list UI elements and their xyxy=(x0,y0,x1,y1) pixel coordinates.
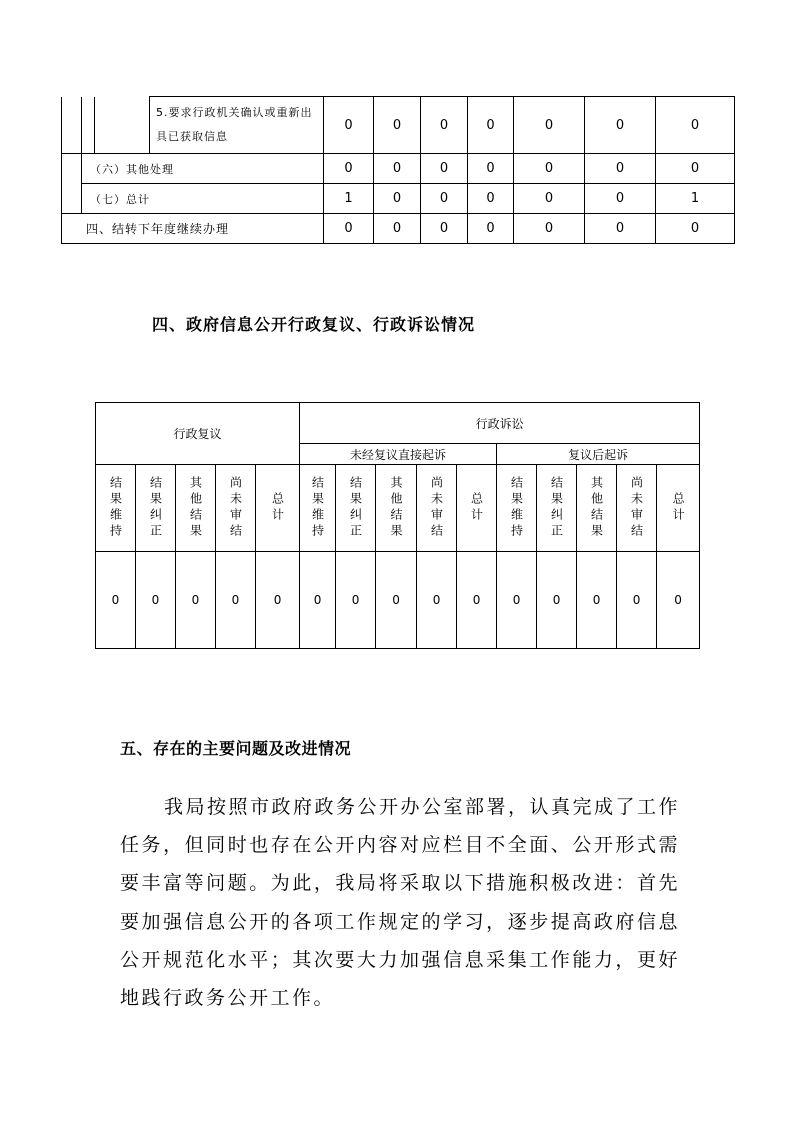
cell-value: 0 xyxy=(468,97,514,154)
cell-value: 1 xyxy=(656,184,735,214)
cell-value: 0 xyxy=(657,552,700,649)
cell-value: 0 xyxy=(417,552,457,649)
column-label: 结果维持 xyxy=(497,465,537,552)
column-label: 尚未审结 xyxy=(216,465,256,552)
cell-value: 0 xyxy=(176,552,216,649)
column-label: 结果纠正 xyxy=(537,465,577,552)
table-row xyxy=(96,552,700,649)
application-handling-table xyxy=(61,96,735,244)
cell-value: 0 xyxy=(136,552,176,649)
cell-value: 0 xyxy=(324,97,374,154)
column-label: 结果维持 xyxy=(300,465,336,552)
cell-value: 0 xyxy=(656,97,735,154)
cell-value: 0 xyxy=(457,552,497,649)
cell-value: 0 xyxy=(577,552,617,649)
column-label: 结果维持 xyxy=(96,465,136,552)
column-label: 尚未审结 xyxy=(417,465,457,552)
column-label: 其他结果 xyxy=(176,465,216,552)
cell-value: 0 xyxy=(421,214,468,244)
table-row xyxy=(62,184,735,214)
cell-value: 0 xyxy=(514,214,585,244)
cell-value: 0 xyxy=(585,214,656,244)
cell-value: 0 xyxy=(497,552,537,649)
litigation-header: 行政诉讼 xyxy=(300,403,700,444)
cell-value: 0 xyxy=(514,154,585,184)
column-label: 总计 xyxy=(457,465,497,552)
column-label: 尚未审结 xyxy=(617,465,657,552)
table-row xyxy=(62,97,735,154)
cell-value: 0 xyxy=(468,184,514,214)
row-label: 四、结转下年度继续办理 xyxy=(62,214,324,244)
cell-value: 0 xyxy=(421,154,468,184)
column-label: 总计 xyxy=(657,465,700,552)
cell-value: 0 xyxy=(585,154,656,184)
cell-value: 0 xyxy=(537,552,577,649)
review-header: 行政复议 xyxy=(96,403,300,465)
cell-value: 0 xyxy=(656,154,735,184)
cell-value: 0 xyxy=(374,184,421,214)
row-label: 5.要求行政机关确认或重新出具已获取信息 xyxy=(150,97,324,154)
after-review-header: 复议后起诉 xyxy=(497,444,700,465)
row-label: （六）其他处理 xyxy=(82,154,324,184)
cell-value: 0 xyxy=(617,552,657,649)
cell-value: 0 xyxy=(324,154,374,184)
cell-value: 0 xyxy=(374,154,421,184)
cell-value: 0 xyxy=(336,552,376,649)
column-label: 总计 xyxy=(256,465,300,552)
cell-value: 0 xyxy=(374,214,421,244)
cell-value: 0 xyxy=(256,552,300,649)
review-litigation-table xyxy=(95,402,700,649)
row-label: （七）总计 xyxy=(82,184,324,214)
cell-value: 0 xyxy=(216,552,256,649)
cell-value: 0 xyxy=(585,184,656,214)
section-5-paragraph: 我局按照市政府政务公开办公室部署，认真完成了工作任务，但同时也存在公开内容对应栏目不全面、公开形式需要丰富等问题。为此，我局将采取以下措施积极改进：首先要加强信息公开的各项工作规定的学习，逐步提高政府信息公开规范化水平；其次要大力加强信息采集工作能力，更好地践行政务公开工作。 xyxy=(120,796,681,1010)
section-4-heading: 四、政府信息公开行政复议、行政诉讼情况 xyxy=(152,315,476,334)
section-5-heading: 五、存在的主要问题及改进情况 xyxy=(120,739,352,758)
cell-value: 0 xyxy=(585,97,656,154)
column-label: 其他结果 xyxy=(577,465,617,552)
table-row xyxy=(62,154,735,184)
cell-value: 0 xyxy=(514,184,585,214)
cell-value: 0 xyxy=(324,214,374,244)
cell-value: 0 xyxy=(468,154,514,184)
column-label: 结果纠正 xyxy=(336,465,376,552)
cell-value: 0 xyxy=(421,97,468,154)
cell-value: 1 xyxy=(324,184,374,214)
cell-value: 0 xyxy=(468,214,514,244)
column-label: 其他结果 xyxy=(376,465,417,552)
direct-suit-header: 未经复议直接起诉 xyxy=(300,444,497,465)
cell-value: 0 xyxy=(96,552,136,649)
column-label: 结果纠正 xyxy=(136,465,176,552)
cell-value: 0 xyxy=(300,552,336,649)
cell-value: 0 xyxy=(514,97,585,154)
table-row xyxy=(62,214,735,244)
cell-value: 0 xyxy=(376,552,417,649)
cell-value: 0 xyxy=(421,184,468,214)
cell-value: 0 xyxy=(374,97,421,154)
cell-value: 0 xyxy=(656,214,735,244)
